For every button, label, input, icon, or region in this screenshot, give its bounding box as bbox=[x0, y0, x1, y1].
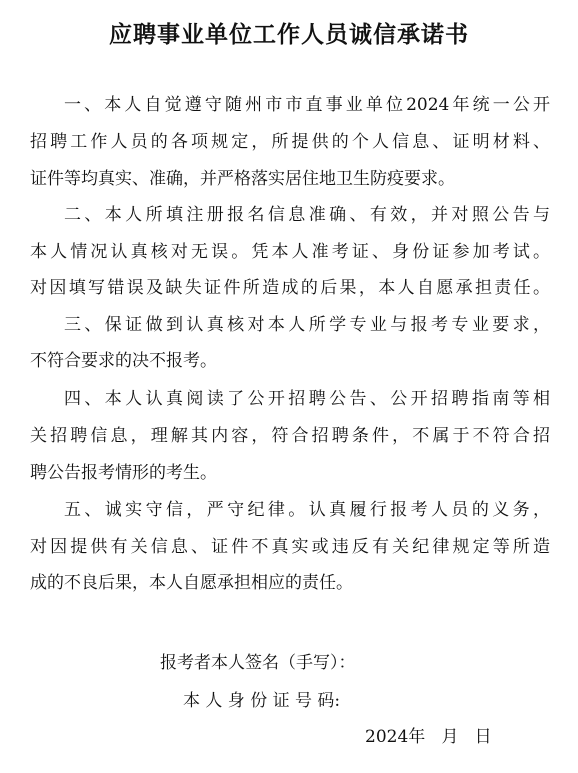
paragraph-3-line-2: 不符合要求的决不报考。 bbox=[30, 351, 217, 371]
paragraph-4-line-2: 关招聘信息，理解其内容，符合招聘条件，不属于不符合招 bbox=[30, 426, 550, 446]
paragraph-2-line-3: 对因填写错误及缺失证件所造成的后果，本人自愿承担责任。 bbox=[30, 278, 550, 298]
paragraph-5-line-2: 对因提供有关信息、证件不真实或违反有关纪律规定等所造 bbox=[30, 537, 550, 557]
paragraph-2-line-1: 二、本人所填注册报名信息准确、有效，并对照公告与 bbox=[64, 205, 550, 225]
paragraph-1-line-3: 证件等均真实、准确，并严格落实居住地卫生防疫要求。 bbox=[30, 169, 455, 189]
paragraph-5-line-1: 五、诚实守信，严守纪律。认真履行报考人员的义务， bbox=[64, 500, 550, 520]
paragraph-4-line-3: 聘公告报考情形的考生。 bbox=[30, 463, 217, 483]
paragraph-1-line-2: 招聘工作人员的各项规定，所提供的个人信息、证明材料、 bbox=[30, 132, 550, 152]
paragraph-4-line-1: 四、本人认真阅读了公开招聘公告、公开招聘指南等相 bbox=[64, 389, 550, 409]
signer-signature-label: 报考者本人签名（手写）： bbox=[160, 653, 356, 673]
paragraph-2-line-2: 本人情况认真核对无误。凭本人准考证、身份证参加考试。 bbox=[30, 242, 550, 262]
paragraph-1-line-1: 一、本人自觉遵守随州市市直事业单位2024年统一公开 bbox=[64, 95, 550, 115]
id-number-label: 本 人 身 份 证 号 码: bbox=[183, 691, 341, 711]
paragraph-5-line-3: 成的不良后果，本人自愿承担相应的责任。 bbox=[30, 573, 353, 593]
document-title: 应聘事业单位工作人员诚信承诺书 bbox=[109, 22, 469, 48]
date-line: 2024年 月 日 bbox=[365, 727, 492, 747]
paragraph-3-line-1: 三、保证做到认真核对本人所学专业与报考专业要求， bbox=[64, 315, 550, 335]
